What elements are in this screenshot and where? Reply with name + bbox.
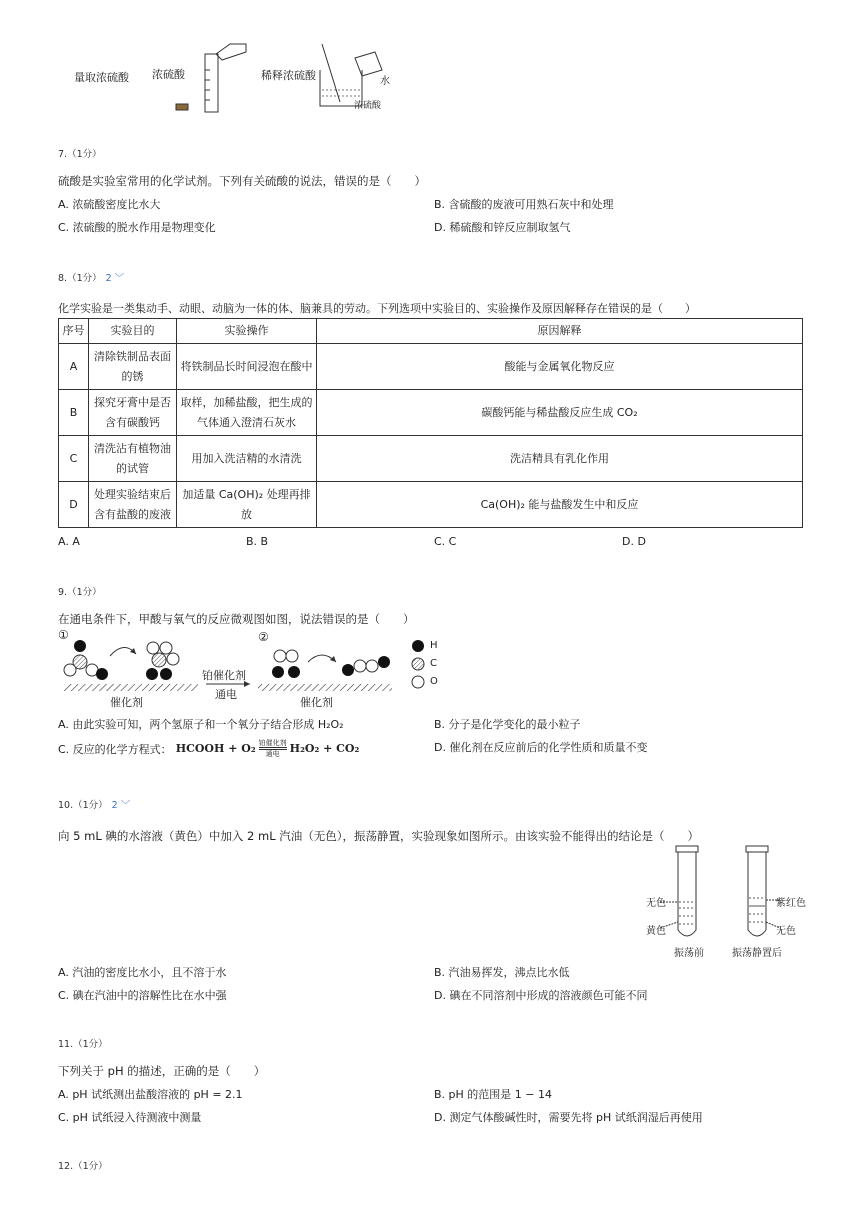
- q10-option-a[interactable]: A. 汽油的密度比水小，且不溶于水: [58, 966, 227, 979]
- q10-header: [58, 797, 130, 811]
- table-header: 实验目的: [89, 319, 177, 344]
- table-cell: C: [59, 436, 89, 482]
- table-row: [59, 436, 803, 482]
- dilute-label: 稀释浓硫酸: [261, 69, 316, 82]
- q8-table: [58, 318, 803, 528]
- q8-option-b[interactable]: B. B: [246, 535, 269, 548]
- table-header: 序号: [59, 319, 89, 344]
- tube1-caption: 振荡前: [674, 948, 704, 959]
- step1-label: ①: [58, 628, 69, 642]
- table-cell: 取样，加稀盐酸，把生成的气体通入澄清石灰水: [177, 390, 317, 436]
- table-cell: 清洗沾有植物油的试管: [89, 436, 177, 482]
- table-row: [59, 344, 803, 390]
- q7-option-c[interactable]: C. 浓硫酸的脱水作用是物理变化: [58, 221, 216, 234]
- legend-c: C: [430, 658, 437, 669]
- q9-option-c[interactable]: [58, 739, 359, 758]
- q7-stem: 硫酸是实验室常用的化学试剂。下列有关硫酸的说法，错误的是（ ）: [58, 174, 426, 188]
- q8-count-toggle[interactable]: 2 ﹀: [105, 273, 125, 284]
- tube2-bottom-label: 无色: [776, 926, 796, 937]
- table-cell: Ca(OH)₂ 能与盐酸发生中和反应: [317, 482, 803, 528]
- q11-header: 11.（1分）: [58, 1039, 108, 1050]
- catalyst-label-2: 催化剂: [300, 696, 333, 709]
- q8-stem: 化学实验是一类集动手、动眼、动脑为一体的体、脑兼具的劳动。下列选项中实验目的、实验操作及原因解释存在错误的是（ ）: [58, 302, 696, 315]
- legend-o: O: [430, 676, 438, 687]
- table-cell: 清除铁制品表面的锈: [89, 344, 177, 390]
- q8-option-d[interactable]: D. D: [622, 535, 646, 548]
- table-cell: 处理实验结束后含有盐酸的废液: [89, 482, 177, 528]
- reaction-condition: [259, 739, 287, 758]
- table-row: [59, 390, 803, 436]
- tube2-top-label: 紫红色: [776, 898, 806, 909]
- arrow-bottom-label: 通电: [215, 688, 237, 701]
- table-cell: B: [59, 390, 89, 436]
- q10-option-c[interactable]: C. 碘在汽油中的溶解性比在水中强: [58, 989, 227, 1002]
- tube1-bottom-label: 黄色: [646, 926, 666, 937]
- measure-label: 量取浓硫酸: [74, 71, 129, 84]
- q11-option-a[interactable]: A. pH 试纸测出盐酸溶液的 pH = 2.1: [58, 1088, 243, 1101]
- table-header-row: [59, 319, 803, 344]
- q7-option-a[interactable]: A. 浓硫酸密度比水大: [58, 198, 161, 211]
- table-cell: 碳酸钙能与稀盐酸反应生成 CO₂: [317, 390, 803, 436]
- q7-option-d[interactable]: D. 稀硫酸和锌反应制取氢气: [434, 221, 571, 234]
- q8-score: 8.（1分）: [58, 273, 102, 284]
- tube1-top-label: 无色: [646, 898, 666, 909]
- q10-stem: 向 5 mL 碘的水溶液（黄色）中加入 2 mL 汽油（无色），振荡静置，实验现象如图所示。由该实验不能得出的结论是（ ）: [58, 829, 700, 843]
- table-cell: A: [59, 344, 89, 390]
- equation-left: HCOOH + O₂: [175, 742, 256, 755]
- legend-h: H: [430, 640, 438, 651]
- q11-stem: 下列关于 pH 的描述，正确的是（ ）: [58, 1064, 266, 1078]
- q8-option-c[interactable]: C. C: [434, 535, 457, 548]
- q8-option-a[interactable]: A. A: [58, 535, 80, 548]
- q9-option-b[interactable]: B. 分子是化学变化的最小粒子: [434, 718, 581, 731]
- condition-top: 铂催化剂: [258, 739, 287, 747]
- option-c-prefix: C. 反应的化学方程式：: [58, 742, 172, 756]
- q7-option-b[interactable]: B. 含硫酸的废液可用熟石灰中和处理: [434, 198, 614, 211]
- q11-option-d[interactable]: D. 测定气体酸碱性时，需要先将 pH 试纸润湿后再使用: [434, 1111, 703, 1124]
- table-cell: 将铁制品长时间浸泡在酸中: [177, 344, 317, 390]
- tube2-caption: 振荡静置后: [732, 948, 782, 959]
- table-cell: 酸能与金属氧化物反应: [317, 344, 803, 390]
- table-header: 原因解释: [317, 319, 803, 344]
- q12-header: 12.（1分）: [58, 1161, 108, 1172]
- table-row: [59, 482, 803, 528]
- q9-option-a[interactable]: A. 由此实验可知，两个氢原子和一个氧分子结合形成 H₂O₂: [58, 718, 344, 731]
- q8-header: [58, 270, 124, 284]
- table-cell: 用加入洗洁精的水清洗: [177, 436, 317, 482]
- water-label: 水: [380, 76, 390, 87]
- equation-right: H₂O₂ + CO₂: [289, 742, 360, 755]
- table-cell: 探究牙膏中是否含有碳酸钙: [89, 390, 177, 436]
- table-header: 实验操作: [177, 319, 317, 344]
- arrow-top-label: 铂催化剂: [202, 669, 246, 682]
- q11-option-c[interactable]: C. pH 试纸浸入待测液中测量: [58, 1111, 202, 1124]
- catalyst-label-1: 催化剂: [110, 696, 143, 709]
- conc-acid-label: 浓硫酸: [152, 68, 185, 81]
- q10-option-d[interactable]: D. 碘在不同溶剂中形成的溶液颜色可能不同: [434, 989, 648, 1002]
- condition-bottom: 通电: [265, 750, 280, 758]
- q9-option-d[interactable]: D. 催化剂在反应前后的化学性质和质量不变: [434, 741, 648, 754]
- q9-header: 9.（1分）: [58, 587, 102, 598]
- acid-label: 浓硫酸: [354, 101, 382, 111]
- q10-count-toggle[interactable]: 2 ﹀: [111, 800, 131, 811]
- q10-score: 10.（1分）: [58, 800, 108, 811]
- table-cell: 加适量 Ca(OH)₂ 处理再排放: [177, 482, 317, 528]
- step2-label: ②: [258, 630, 269, 644]
- q11-option-b[interactable]: B. pH 的范围是 1 − 14: [434, 1088, 552, 1101]
- table-cell: 洗洁精具有乳化作用: [317, 436, 803, 482]
- q10-option-b[interactable]: B. 汽油易挥发，沸点比水低: [434, 966, 570, 979]
- table-cell: D: [59, 482, 89, 528]
- q7-header: 7.（1分）: [58, 149, 102, 160]
- q9-stem: 在通电条件下，甲酸与氧气的反应微观图如图，说法错误的是（ ）: [58, 612, 415, 626]
